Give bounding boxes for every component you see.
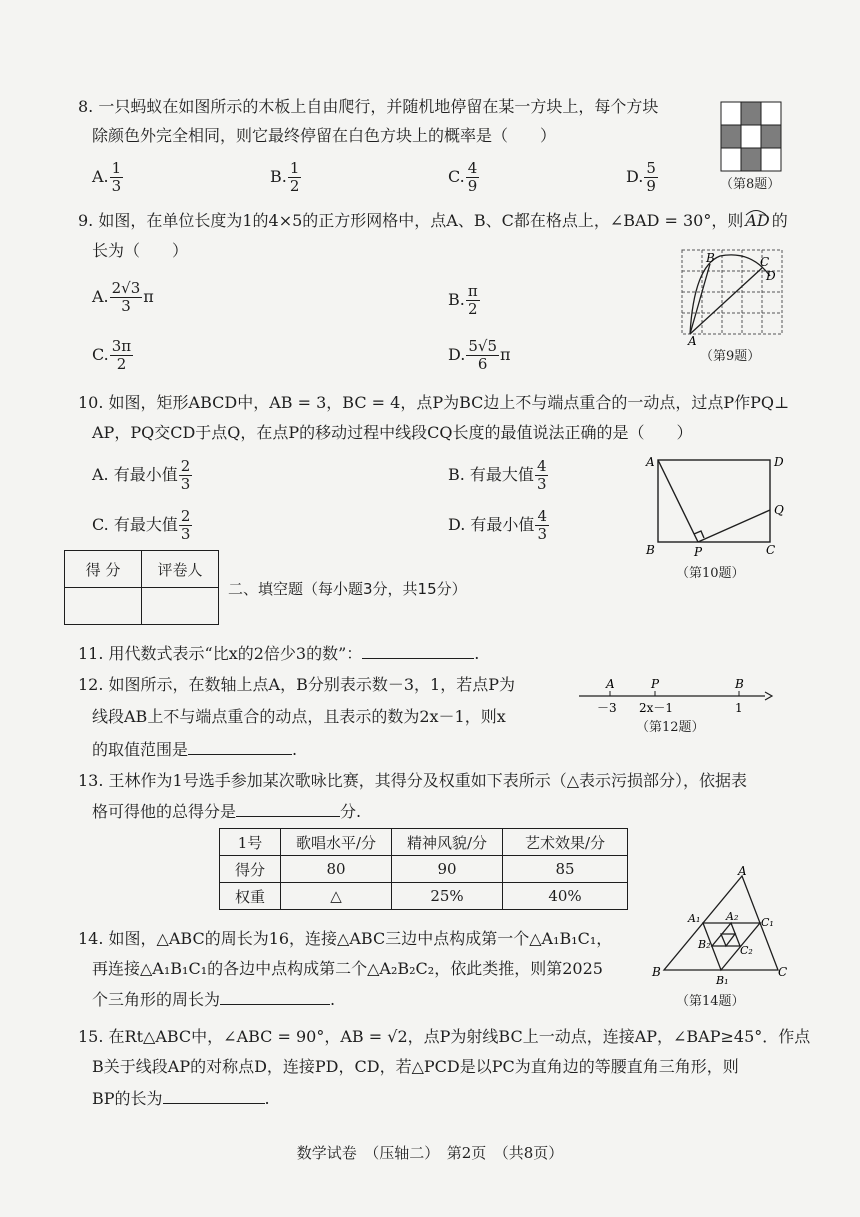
q14-label-c2: C₂ — [740, 944, 753, 957]
q15-line1: 15. 在Rt△ABC中，∠ABC = 90°，AB = √2，点P为射线BC上一动点，连接AP，∠BAP≥45°．作点 — [78, 1027, 811, 1046]
q13-cell: 25% — [392, 883, 503, 910]
q13-answer-blank[interactable] — [236, 800, 340, 817]
q9-line2: 长为（ ） — [92, 241, 189, 260]
white-square — [761, 102, 781, 125]
q8-option-b: B. $\frac{1}{2}$ — [270, 159, 300, 195]
q8-board — [720, 101, 782, 173]
q15-answer-blank[interactable] — [163, 1087, 265, 1104]
q10-caption: （第10题） — [676, 566, 745, 581]
q13-cell: 得分 — [220, 856, 281, 883]
q12-number-line — [575, 676, 775, 721]
q10-label-c: C — [766, 543, 776, 557]
q14-label-c: C — [778, 965, 788, 979]
q12-line3: 的取值范围是 . — [92, 740, 298, 759]
grade-box — [64, 550, 219, 625]
q8-option-c: C. $\frac{4}{9}$ — [448, 159, 478, 195]
q9-label-d: D — [766, 269, 776, 283]
q13-header-4: 艺术效果/分 — [503, 829, 628, 856]
grader-cell[interactable] — [142, 588, 219, 625]
q14-line2: 再连接△A₁B₁C₁的各边中点构成第二个△A₂B₂C₂，依此类推，则第2025 — [92, 959, 603, 978]
q12-value-a: －3 — [597, 701, 617, 715]
q9-caption: （第9题） — [700, 349, 761, 364]
q9-label-a: A — [688, 334, 697, 348]
q14-label-b2: B₂ — [698, 938, 711, 951]
white-square — [741, 125, 761, 148]
q13-line1: 13. 王林作为1号选手参加某次歌咏比赛，其得分及权重如下表所示（△表示污损部分），依据表 — [78, 771, 748, 790]
q10-option-c: C. 有最大值 $\frac{2}{3}$ — [92, 507, 191, 543]
q8-line2: 除颜色外完全相同，则它最终停留在白色方块上的概率是（ ） — [92, 126, 557, 145]
q10-figure — [640, 450, 790, 560]
q13-header-3: 精神风貌/分 — [392, 829, 503, 856]
q9-label-b: B — [706, 251, 715, 265]
q10-option-b: B. 有最大值 $\frac{4}{3}$ — [448, 457, 547, 493]
q12-answer-blank[interactable] — [188, 738, 292, 755]
page-footer: 数学试卷 （压轴二） 第2页 （共8页） — [296, 1144, 564, 1162]
arc-mark-icon — [745, 208, 767, 216]
q12-line2: 线段AB上不与端点重合的动点，且表示的数为2x－1，则x — [92, 707, 506, 726]
q9-option-c: C. $\frac{3\pi}{2}$ — [92, 337, 132, 373]
q10-label-a: A — [646, 455, 655, 469]
q13-header-2: 歌唱水平/分 — [281, 829, 392, 856]
q13-cell: 权重 — [220, 883, 281, 910]
q12-label-b: B — [735, 677, 744, 691]
q13-cell: △ — [281, 883, 392, 910]
q14-caption: （第14题） — [676, 994, 745, 1009]
q15-line3: BP的长为 . — [92, 1089, 270, 1108]
q10-line2: AP，PQ交CD于点Q，在点P的移动过程中线段CQ长度的最值说法正确的是（ ） — [92, 423, 693, 442]
q10-label-q: Q — [774, 503, 784, 517]
q13-header-1: 1号 — [220, 829, 281, 856]
q11-answer-blank[interactable] — [362, 642, 474, 659]
q13-table — [219, 828, 628, 910]
score-label: 得 分 — [65, 551, 142, 588]
q14-label-a1: A₁ — [688, 912, 701, 925]
q8-option-a: A. $\frac{1}{3}$ — [92, 159, 122, 195]
q9-option-d: D. $\frac{5√5}{6}$ π — [448, 337, 511, 373]
gray-square — [741, 102, 761, 125]
q13-cell: 85 — [503, 856, 628, 883]
q9-option-a: A. $\frac{2√3}{3}$ π — [92, 279, 154, 315]
q14-line1: 14. 如图，△ABC的周长为16，连接△ABC三边中点构成第一个△A₁B₁C₁， — [78, 929, 613, 948]
q12-label-a: A — [606, 677, 615, 691]
q14-figure — [650, 866, 790, 994]
q10-label-b: B — [646, 543, 655, 557]
q13-cell: 90 — [392, 856, 503, 883]
white-square — [721, 102, 741, 125]
q11: 11. 用代数式表示“比x的2倍少3的数”： . — [78, 644, 480, 663]
gray-square — [761, 125, 781, 148]
q8-line1: 8. 一只蚂蚁在如图所示的木板上自由爬行，并随机地停留在某一方块上，每个方块 — [78, 97, 659, 116]
q14-answer-blank[interactable] — [220, 988, 330, 1005]
q9-line1 — [78, 210, 788, 232]
q14-label-c1: C₁ — [761, 916, 774, 929]
q9-figure — [676, 246, 786, 346]
q15-line2: B关于线段AP的对称点D，连接PD，CD，若△PCD是以PC为直角边的等腰直角三角形，则 — [92, 1057, 739, 1076]
q12-caption: （第12题） — [636, 720, 705, 735]
q13-cell: 40% — [503, 883, 628, 910]
q14-label-a: A — [738, 864, 747, 878]
q10-label-p: P — [694, 545, 703, 559]
q9-option-b: B. $\frac{\pi}{2}$ — [448, 282, 478, 318]
q14-label-b1: B₁ — [716, 974, 729, 987]
gray-square — [741, 148, 761, 171]
q13-line2: 格可得他的总得分是 分. — [92, 802, 362, 821]
q12-value-b: 1 — [735, 701, 743, 715]
q12-line1: 12. 如图所示，在数轴上点A，B分别表示数－3，1，若点P为 — [78, 675, 515, 694]
score-cell[interactable] — [65, 588, 142, 625]
q14-line3: 个三角形的周长为 . — [92, 990, 336, 1009]
q9-line1-text: 9. 如图，在单位长度为1的4×5的正方形网格中，点A、B、C都在格点上，∠BAD = 30°，则 — [78, 211, 744, 230]
q12-value-p: 2x－1 — [639, 701, 674, 715]
q10-label-d: D — [774, 455, 784, 469]
q13-cell: 80 — [281, 856, 392, 883]
white-square — [721, 148, 741, 171]
white-square — [761, 148, 781, 171]
q12-label-p: P — [651, 677, 660, 691]
q10-option-d: D. 有最小值 $\frac{4}{3}$ — [448, 507, 547, 543]
section2-title: 二、填空题（每小题3分，共15分） — [228, 580, 467, 598]
q14-label-b: B — [652, 965, 661, 979]
q10-line1: 10. 如图，矩形ABCD中，AB = 3，BC = 4，点P为BC边上不与端点重合的一动点，过点P作PQ⊥ — [78, 393, 790, 412]
q10-option-a: A. 有最小值 $\frac{2}{3}$ — [92, 457, 191, 493]
q14-label-a2: A₂ — [726, 910, 739, 923]
q8-caption: （第8题） — [720, 177, 781, 192]
q8-option-d: D. $\frac{5}{9}$ — [626, 159, 656, 195]
q9-arc-label: AD — [745, 210, 769, 232]
gray-square — [721, 125, 741, 148]
q9-label-c: C — [760, 255, 770, 269]
grader-label: 评卷人 — [142, 551, 219, 588]
q9-line1-end: 的 — [771, 211, 788, 230]
